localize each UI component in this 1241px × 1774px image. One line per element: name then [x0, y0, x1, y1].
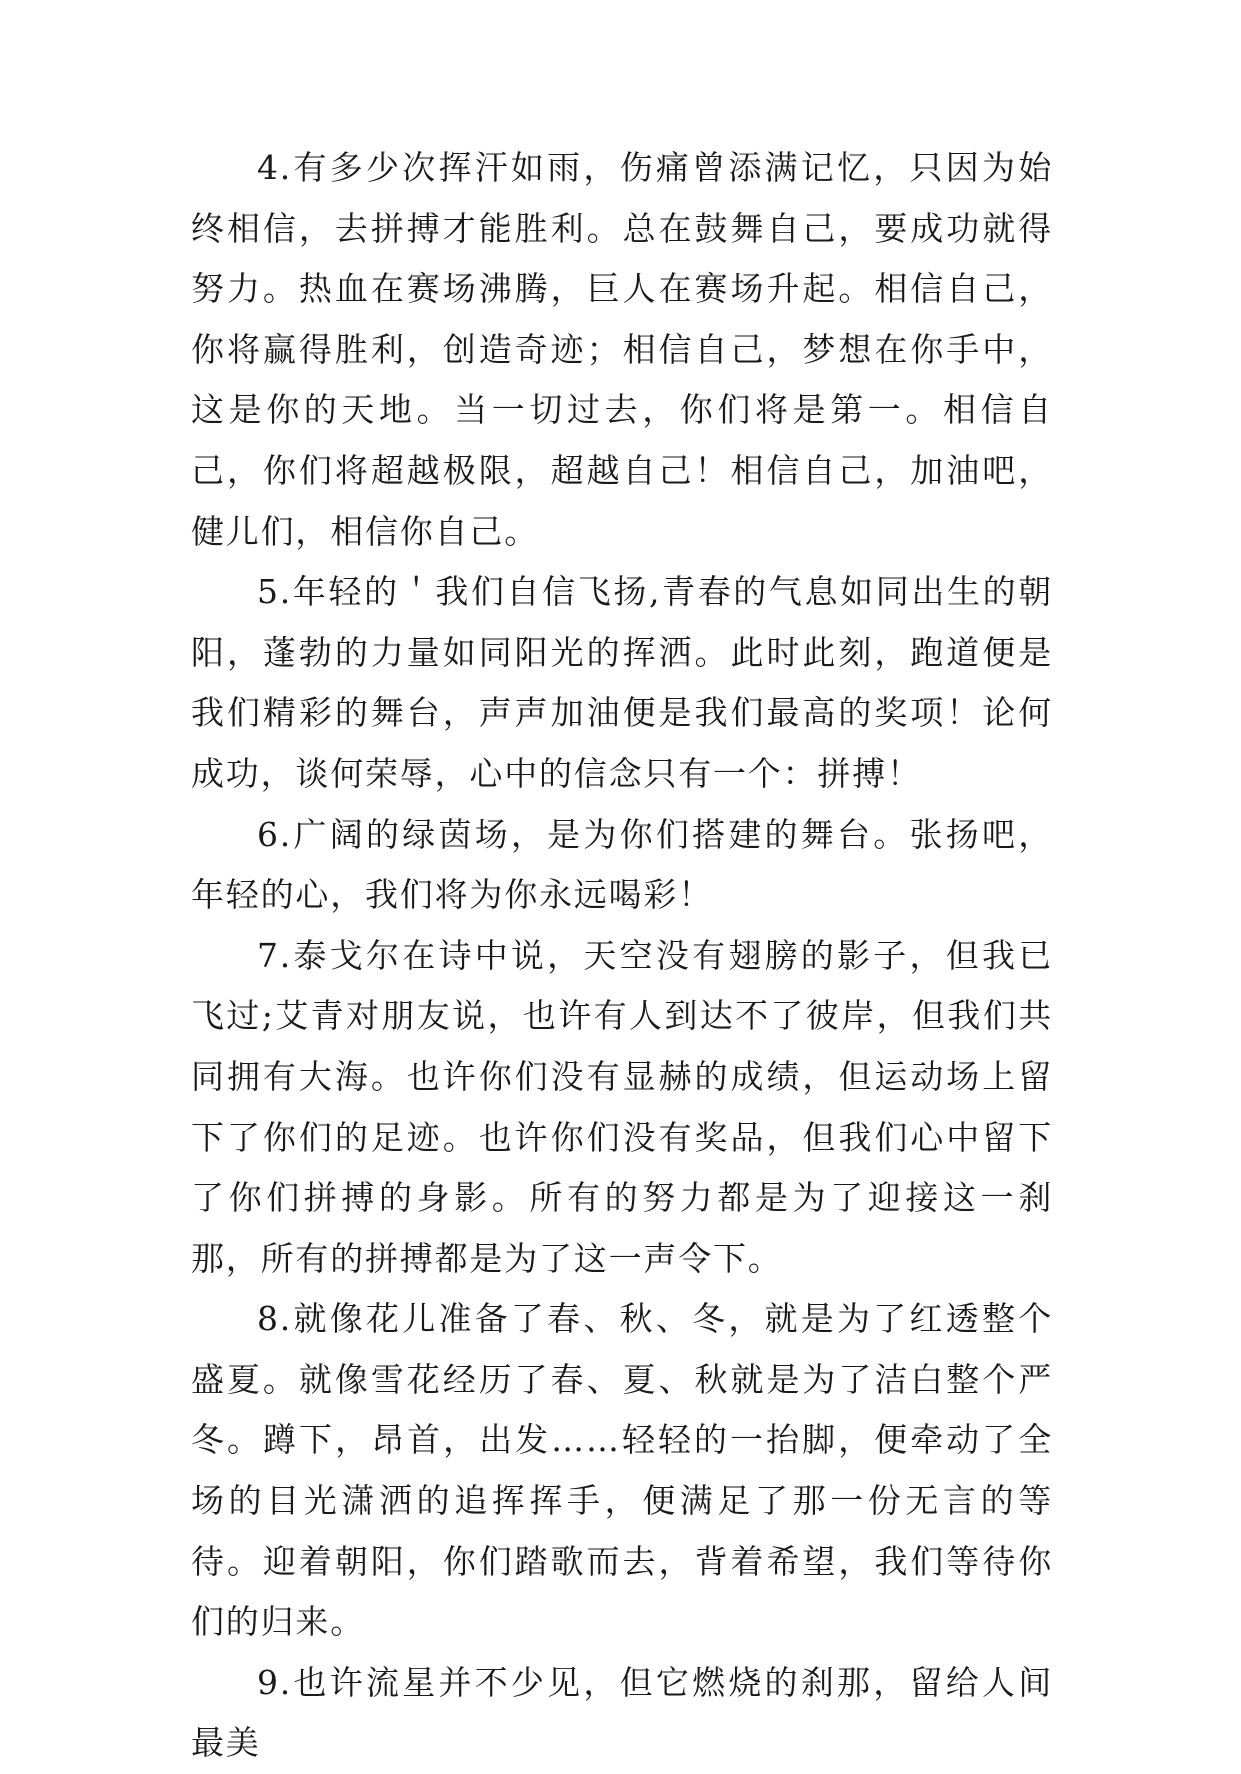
- document-body: [191, 138, 1053, 1774]
- paragraph-7: 7.泰戈尔在诗中说，天空没有翅膀的影子，但我已飞过;艾青对朋友说，也许有人到达不了彼岸，但我们共同拥有大海。也许你们没有显赫的成绩，但运动场上留下了你们的足迹。也许你们没有奖品，但我们心中留下了你们拼搏的身影。所有的努力都是为了迎接这一刹那，所有的拼搏都是为了这一声令下。: [191, 935, 1053, 1278]
- paragraph-8: 8.就像花儿准备了春、秋、冬，就是为了红透整个盛夏。就像雪花经历了春、夏、秋就是为了洁白整个严冬。蹲下，昂首，出发……轻轻的一抬脚，便牵动了全场的目光潇洒的追挥挥手，便满足了那一份无言的等待。迎着朝阳，你们踏歌而去，背着希望，我们等待你们的归来。: [191, 1299, 1053, 1642]
- paragraph-9: 9.也许流星并不少见，但它燃烧的刹那，留给人间最美: [191, 1662, 1053, 1763]
- paragraph-4: 4.有多少次挥汗如雨，伤痛曾添满记忆，只因为始终相信，去拼搏才能胜利。总在鼓舞自己，要成功就得努力。热血在赛场沸腾，巨人在赛场升起。相信自己，你将赢得胜利，创造奇迹；相信自己，梦想在你手中，这是你的天地。当一切过去，你们将是第一。相信自己，你们将超越极限，超越自己！相信自己，加油吧，健儿们，相信你自己。: [191, 148, 1053, 551]
- paragraph-5: 5.年轻的＇我们自信飞扬,青春的气息如同出生的朝阳，蓬勃的力量如同阳光的挥洒。此时此刻，跑道便是我们精彩的舞台，声声加油便是我们最高的奖项！论何成功，谈何荣辱，心中的信念只有一个：拼搏！: [191, 572, 1053, 793]
- paragraph-6: 6.广阔的绿茵场，是为你们搭建的舞台。张扬吧，年轻的心，我们将为你永远喝彩！: [191, 814, 1053, 915]
